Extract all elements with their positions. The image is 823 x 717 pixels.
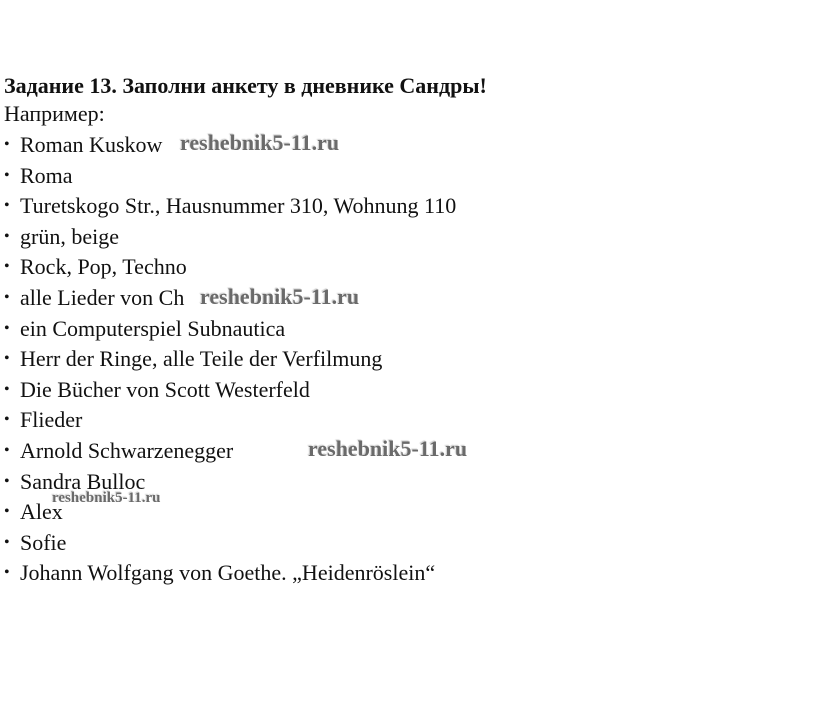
bullet-icon: • [4,197,10,215]
list-item [4,375,804,406]
list-item-text: Alex [20,499,63,525]
watermark: reshebnik5-11.ru [200,284,360,309]
list-item [4,405,804,436]
bullet-icon: • [4,136,10,153]
bullet-icon: • [4,166,10,184]
bullet-icon: • [4,258,10,276]
bullet-icon: • [4,472,10,490]
list-item [4,283,804,314]
example-label: Например: [4,101,105,126]
answer-list [4,130,804,589]
bullet-icon: • [4,533,10,551]
bullet-icon: • [4,441,10,459]
list-item-text: Sofie [20,529,67,555]
list-item-text: Herr der Ringe, alle Teile der Verfilmung [20,346,383,372]
list-item-text: ein Computerspiel Subnautica [20,315,286,341]
list-item-text: Rock, Pop, Techno [20,254,187,280]
bullet-icon: • [4,503,10,521]
watermark: reshebnik5-11.ru [52,490,161,506]
list-item-text: Roma [20,162,73,188]
list-item [4,252,804,283]
list-item [4,528,804,559]
list-item-text: Turetskogo Str., Hausnummer 310, Wohnung 110 [20,193,457,219]
list-item-text: alle Lieder von Ch [20,284,185,310]
list-item-text: Roman Kuskow [20,132,163,157]
bullet-icon: • [4,411,10,429]
list-item [4,222,804,253]
list-item [4,191,804,222]
list-item-text: Sandra Bulloc [20,468,146,494]
list-item-text: grün, beige [20,223,119,249]
list-item-text: Johann Wolfgang von Goethe. „Heidenröslein“ [20,560,436,586]
bullet-icon: • [4,227,10,245]
list-item [4,130,804,161]
watermark: reshebnik5-11.ru [308,436,468,461]
list-item [4,161,804,192]
document [4,72,804,589]
list-item [4,344,804,375]
bullet-icon: • [4,288,10,306]
list-item-text: Flieder [20,407,83,433]
bullet-icon: • [4,380,10,398]
bullet-icon: • [4,319,10,337]
list-item [4,314,804,345]
list-item-text: Arnold Schwarzenegger [20,437,234,463]
list-item [4,558,804,589]
list-item-text: Die Bücher von Scott Westerfeld [20,376,310,402]
bullet-icon: • [4,350,10,368]
bullet-icon: • [4,564,10,582]
task-title: Задание 13. Заполни анкету в дневнике Сандры! [4,73,487,98]
watermark: reshebnik5-11.ru [180,130,340,155]
